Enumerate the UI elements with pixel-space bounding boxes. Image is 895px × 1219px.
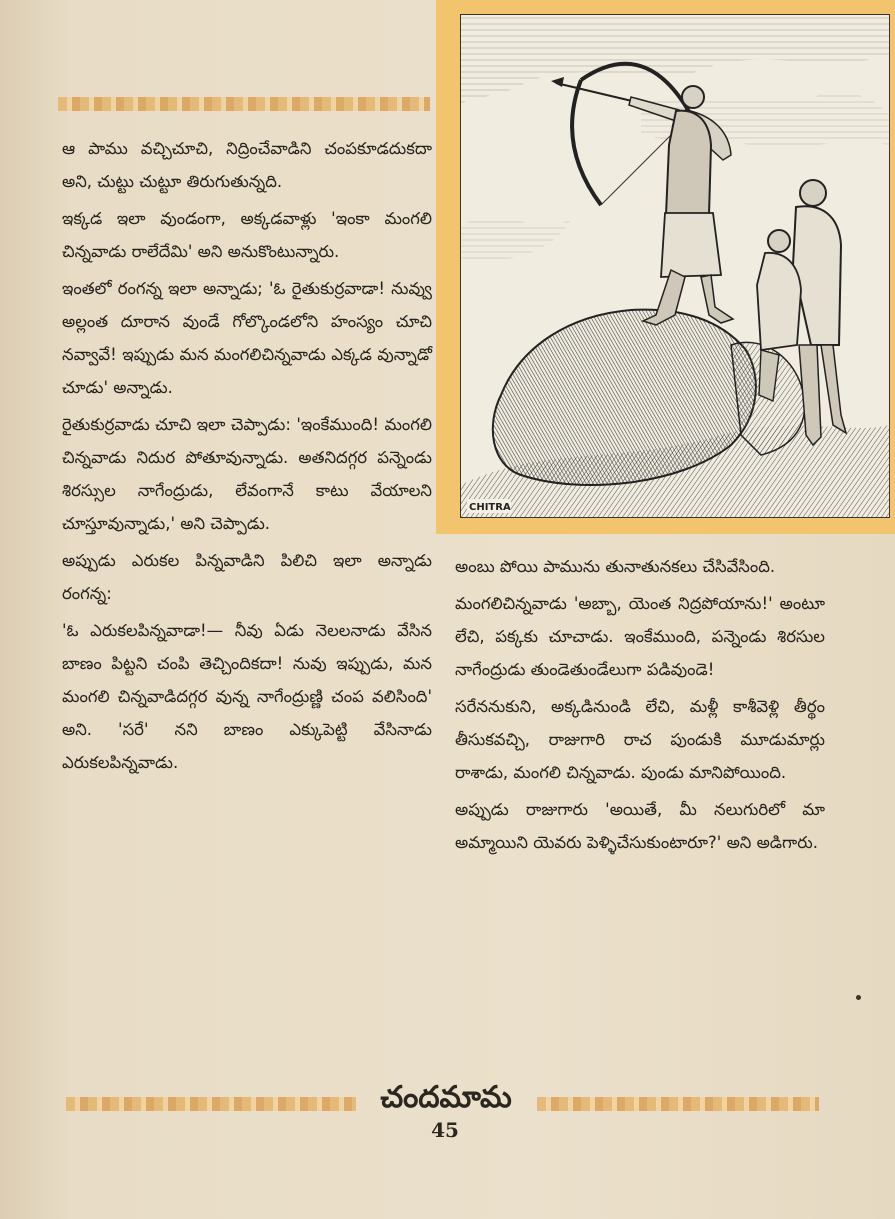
archer-illustration <box>460 14 890 518</box>
paragraph: అప్పుడు రాజుగారు 'అయితే, మీ నలుగురిలో మా అమ్మాయిని యెవరు పెళ్ళిచేసుకుంటారూ?' అని అడిగారు. <box>455 800 825 852</box>
right-text-column <box>455 550 825 863</box>
decorative-band-bottom-right <box>537 1097 819 1111</box>
paragraph: అప్పుడు ఎరుకల పిన్నవాడిని పిలిచి ఇలా అన్నాడు రంగన్న: <box>62 551 432 603</box>
paragraph: సరేననుకుని, అక్కడినుండి లేచి, మళ్లీ కాశీవెళ్లి తీర్థం తీసుకవచ్చి, రాజుగారి రాచ పుండుకి మూడుమార్లు రాశాడు, మంగలి చిన్నవాడు. పుండు మానిపోయింది. <box>455 697 825 782</box>
paragraph: 'ఓ ఎరుకలపిన్నవాడా!— నీవు ఏడు నెలలనాడు వేసిన బాణం పిట్టని చంపి తెచ్చిందికదా! నువు ఇప్పుడు, మన మంగలి చిన్నవాడిదగ్గర వున్న నాగేంద్రుణ్ణి చంప వలిసింది' అని. 'సరే' నని బాణం ఎక్కుపెట్టి వేసినాడు ఎరుకలపిన్నవాడు. <box>62 621 432 772</box>
paragraph: ఇంతలో రంగన్న ఇలా అన్నాడు; 'ఓ రైతుకుర్రవాడా! నువ్వు అల్లంత దూరాన వుండే గోల్కొండలోని హంస్యం చూచి నవ్వావే! ఇప్పుడు మన మంగలిచిన్నవాడు ఎక్కడ వున్నాడో చూడు' అన్నాడు. <box>62 279 432 397</box>
paragraph: రైతుకుర్రవాడు చూచి ఇలా చెప్పాడు: 'ఇంకేముంది! మంగలి చిన్నవాడు నిదుర పోతూవున్నాడు. అతనిదగ్గర పన్నెండు శిరస్సుల నాగేంద్రుడు, లేవంగానే కాటు వేయాలని చూస్తూవున్నాడు,' అని చెప్పాడు. <box>62 415 432 533</box>
page-number: 45 <box>431 1118 459 1142</box>
paragraph: ఇక్కడ ఇలా వుండంగా, అక్కడవాళ్లు 'ఇంకా మంగలి చిన్నవాడు రాలేదేమి' అని అనుకొంటున్నారు. <box>62 209 432 261</box>
illustrator-signature: CHITRA <box>469 502 511 513</box>
decorative-band-top <box>58 97 430 111</box>
margin-dot <box>856 995 861 1000</box>
paragraph: అంబు పోయి పామును తునాతునకలు చేసివేసింది. <box>455 557 776 576</box>
decorative-band-bottom-left <box>66 1097 356 1111</box>
archer-illustration-svg <box>461 15 889 517</box>
paragraph: ఆ పాము వచ్చిచూచి, నిద్రించేవాడిని చంపకూడదుకదా అని, చుట్టు చుట్టూ తిరుగుతున్నది. <box>62 139 432 191</box>
left-text-column <box>62 132 432 783</box>
magazine-title: చందమామ <box>380 1080 512 1115</box>
paragraph: మంగలిచిన్నవాడు 'అబ్బా, యెంత నిద్రపోయాను!' అంటూ లేచి, పక్కకు చూచాడు. ఇంకేముంది, పన్నెండు శిరసుల నాగేంద్రుడు తుండెతుండేలుగా పడివుండె! <box>455 594 825 679</box>
